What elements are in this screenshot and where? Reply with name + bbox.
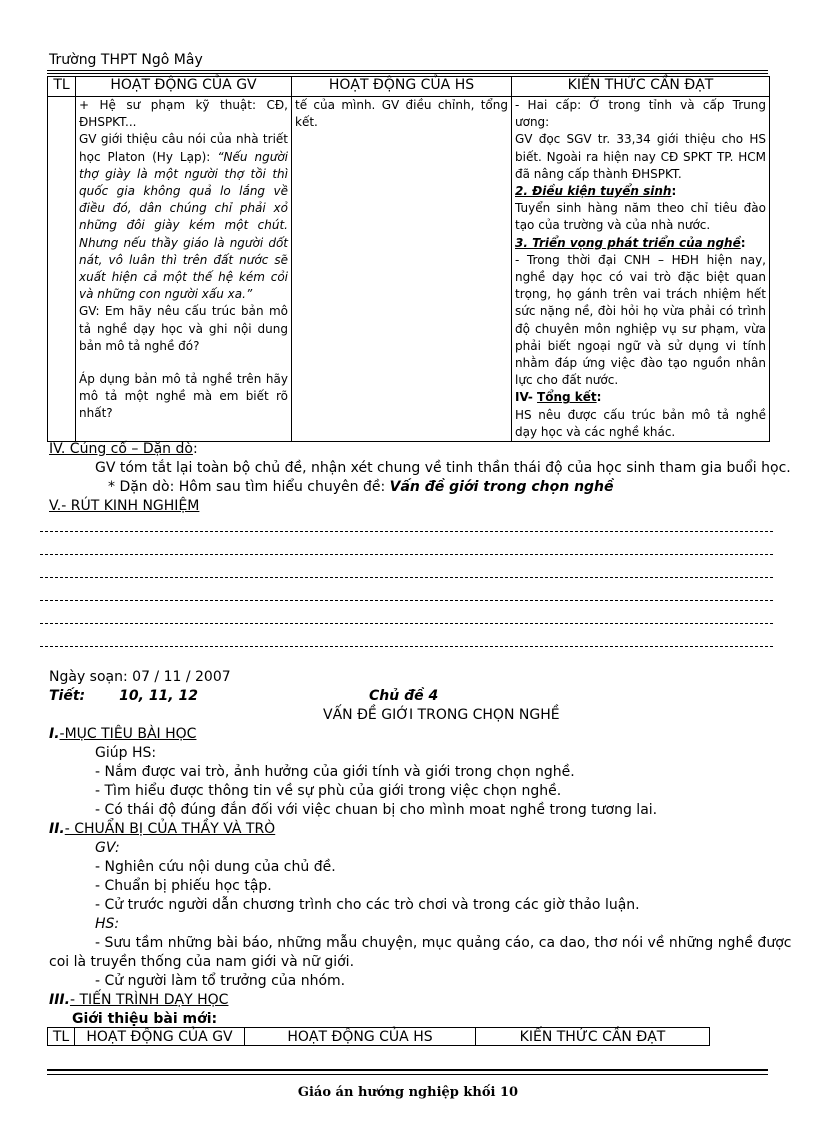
kt-heading-3: 3. Triển vọng phát triển của nghề: — [515, 235, 746, 250]
part2-hs-label: HS: — [95, 916, 120, 932]
part2-gv-item: - Cử trước người dẫn chương trình cho các trò chơi và trong các giờ thảo luận. — [95, 897, 640, 913]
kt-heading-2: 2. Điều kiện tuyển sinh: — [515, 184, 677, 199]
topic-title: VẤN ĐỀ GIỚI TRONG CHỌN NGHỀ — [323, 707, 560, 723]
page-footer: Giáo án hướng nghiệp khối 10 — [297, 1085, 519, 1100]
notes-line — [40, 600, 773, 601]
part2-hs-item: - Cử người làm tổ trưởng của nhóm. — [95, 973, 346, 989]
lesson-date: Ngày soạn: 07 / 11 / 2007 — [49, 669, 231, 685]
part2-gv-item: - Nghiên cứu nội dung của chủ đề. — [95, 859, 336, 875]
footer-rule — [47, 1069, 768, 1071]
part1-item: - Có thái độ đúng đắn đối với việc chuan bị cho mình moat nghề trong tương lai. — [95, 802, 658, 818]
notes-line — [40, 646, 773, 647]
part3-heading: III.- TIẾN TRÌNH DẠY HỌC — [49, 992, 229, 1008]
notes-line — [40, 577, 773, 578]
col-header-gv: HOẠT ĐỘNG CỦA GV — [76, 77, 292, 97]
kt-heading-4: IV- Tổng kết: — [515, 390, 602, 405]
section4-line1: GV tóm tắt lại toàn bộ chủ đề, nhận xét chung về tinh thần thái độ của học sinh tham gia buổi học. — [95, 460, 791, 476]
platon-quote: “Nếu người thợ giày là một người thợ tồi thì quốc gia không quả lo lắng về điều đó, dân chúng chỉ phải xỏ những đôi giày kém một chút. Nhưng nếu thầy giáo là người dốt nát, vô luân thì trên đất nước sẽ xuất hiện cả một thế hệ kém cỏi và những con người xấu xa.” — [79, 149, 288, 302]
gv-text-4: Áp dụng bản mô tả nghề trên hãy mô tả một nghề mà em biết rõ nhất? — [79, 372, 288, 421]
col-header-hs: HOẠT ĐỘNG CỦA HS — [292, 77, 512, 97]
cell-knowledge — [512, 97, 770, 442]
gv-text-3: GV: Em hãy nêu cấu trúc bản mô tả nghề dạy học và ghi nội dung bản mô tả nghề đó? — [79, 304, 288, 353]
kt-text-1: - Hai cấp: Ở trong tỉnh và cấp Trung ương: — [515, 98, 766, 130]
cell-gv-activity — [76, 97, 292, 442]
notes-line — [40, 554, 773, 555]
col-header-tl: TL — [48, 1028, 75, 1046]
kt-text-2: GV đọc SGV tr. 33,34 giới thiệu cho HS biết. Ngoài ra hiện nay CĐ SPKT TP. HCM đã nâng cấp thành ĐHSPKT. — [515, 132, 766, 181]
part1-intro: Giúp HS: — [95, 745, 157, 761]
part1-item: - Nắm được vai trò, ảnh hưởng của giới tính và giới trong chọn nghề. — [95, 764, 575, 780]
kt-text-5: HS nêu được cấu trúc bản mô tả nghề dạy học và các nghề khác. — [515, 407, 766, 439]
kt-text-4: - Trong thời đại CNH – HĐH hiện nay, nghề dạy học có vai trò đặc biệt quan trọng, họ gánh trên vai trách nhiệm hết sức nặng nề, đòi hỏi họ vừa phải có trình độ chuyên môn nghiệp vụ sư phạm, vừa phải biết ngoại ngữ và sử dụng vi tính nhằm đáp ứng việc đào tạo nguồn nhân lực cho đất nước. — [515, 252, 766, 388]
gv-text-2: GV giới thiệu câu nói của nhà triết học Platon (Hy Lạp): “Nếu người thợ giày là một người thợ tồi thì quốc gia không quả lo lắng về điều đó, dân chúng chỉ phải xỏ những đôi giày kém một chút. Nhưng nếu thầy giáo là người dốt nát, vô luân thì trên đất nước sẽ xuất hiện cả một thế hệ kém cỏi và những con người xấu xa.” — [79, 132, 288, 302]
next-topic: Vấn đề giới trong chọn nghề — [389, 479, 614, 495]
header-rule — [47, 70, 768, 71]
cell-hs-activity — [292, 97, 512, 442]
lesson-periods: Tiết: 10, 11, 12 — [49, 688, 198, 704]
kt-text-3: Tuyển sinh hàng năm theo chỉ tiêu đào tạo của trường và của nhà nước. — [515, 201, 766, 233]
col-header-kt: KIẾN THỨC CẦN ĐẠT — [512, 77, 770, 97]
school-name: Trường THPT Ngô Mây — [49, 52, 203, 68]
footer-rule-2 — [47, 1074, 768, 1075]
cell-tl — [48, 97, 76, 442]
col-header-hs: HOẠT ĐỘNG CỦA HS — [245, 1028, 476, 1046]
next-activity-table-header — [47, 1027, 710, 1046]
part1-item: - Tìm hiểu được thông tin về sự phù của giới trong việc chọn nghề. — [95, 783, 562, 799]
hs-text: tế của mình. GV điều chỉnh, tổng kết. — [295, 98, 508, 130]
part1-heading: I.-MỤC TIÊU BÀI HỌC — [49, 726, 197, 742]
notes-line — [40, 531, 773, 532]
gv-text-1: + Hệ sư phạm kỹ thuật: CĐ, ĐHSPKT... — [79, 98, 288, 130]
part2-gv-item: - Chuẩn bị phiếu học tập. — [95, 878, 272, 894]
part2-hs-item-cont: coi là truyền thống của nam giới và nữ giới. — [49, 954, 355, 970]
col-header-tl: TL — [48, 77, 76, 97]
col-header-kt: KIẾN THỨC CẦN ĐẠT — [476, 1028, 710, 1046]
section5-heading: V.- RÚT KINH NGHIỆM — [49, 498, 200, 514]
topic-number: Chủ đề 4 — [369, 688, 439, 704]
lesson-activity-table — [47, 76, 770, 442]
part2-gv-label: GV: — [95, 840, 120, 856]
header-rule-2 — [47, 73, 768, 74]
part2-hs-item: - Sưu tầm những bài báo, những mẫu chuyện, mục quảng cáo, ca dao, thơ nói về những nghề được — [95, 935, 792, 951]
part3-intro: Giới thiệu bài mới: — [72, 1011, 218, 1027]
section4-line2: * Dặn dò: Hôm sau tìm hiểu chuyên đề: Vấn đề giới trong chọn nghề — [108, 479, 614, 495]
section4-heading: IV. Củng cố – Dặn dò: — [49, 441, 198, 457]
col-header-gv: HOẠT ĐỘNG CỦA GV — [75, 1028, 245, 1046]
notes-line — [40, 623, 773, 624]
part2-heading: II.- CHUẨN BỊ CỦA THẦY VÀ TRÒ — [49, 821, 276, 837]
